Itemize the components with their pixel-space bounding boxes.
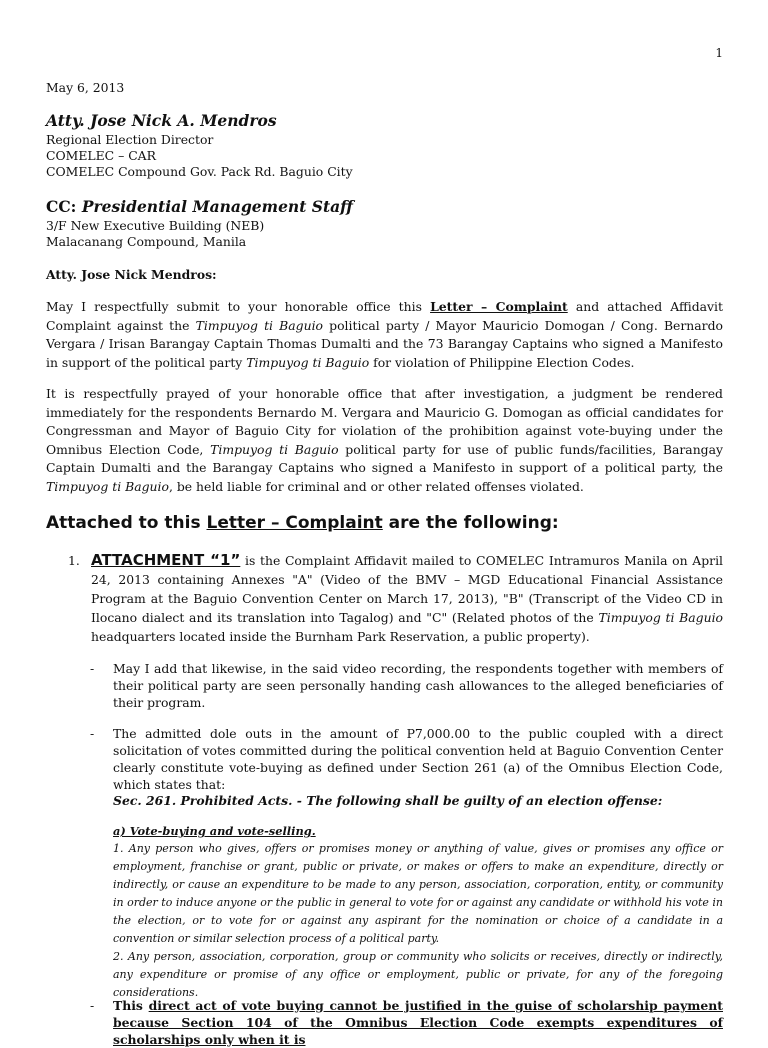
law-paragraph-1: 1. Any person who gives, offers or promises money or anything of value, gives or promises any office or employment, franchise or grant, public or private, or makes or offers to make an expenditure, directly or indirectly, or cause an expenditure to be made to any person, association, corporation, entity, or community in order to induce anyone or the public in general to vote for or against any candidate or withhold his vote in the election, or to vote for or against any aspirant for the nomination or choice of a candidate in a convention or similar selection process of a political party. xyxy=(113,842,724,945)
law-paragraph-2: 2. Any person, association, corporation, group or community who solicits or receives, directly or indirectly, any expenditure or promise of any office or employment, public or private, for any of the foregoing considerations. xyxy=(113,950,723,999)
recipient-line: COMELEC Compound Gov. Pack Rd. Baguio City xyxy=(46,164,353,179)
cc-name: Presidential Management Staff xyxy=(81,197,353,216)
attachment-label: ATTACHMENT “1” xyxy=(91,551,241,569)
letter-complaint-ref: Letter – Complaint xyxy=(430,299,568,314)
recipient-name: Atty. Jose Nick A. Mendros xyxy=(46,111,277,130)
cc-line: Malacanang Compound, Manila xyxy=(46,234,247,249)
attachments-heading: Attached to this Letter – Complaint are the following: xyxy=(46,513,559,533)
cc-label: CC: xyxy=(46,197,77,216)
bullet-item: - May I add that likewise, in the said video recording, the respondents together with members of their political party are seen personally handing cash allowances to the alleged beneficiaries of their program. xyxy=(90,661,723,710)
cc-block xyxy=(46,196,353,250)
item-number: 1. xyxy=(68,553,80,568)
page-number: 1 xyxy=(715,46,723,60)
salutation: Atty. Jose Nick Mendros: xyxy=(46,267,217,282)
bullet-item: - This direct act of vote buying cannot be justified in the guise of scholarship payment because Section 104 of the Omnibus Election Code exempts expenditures of scholarships only when it is xyxy=(90,998,723,1047)
recipient-line: COMELEC – CAR xyxy=(46,148,156,163)
paragraph-2: It is respectfully prayed of your honorable office that after investigation, a judgment be rendered immediately for the respondents Bernardo M. Vergara and Mauricio G. Domogan as official candidates for Congressman and Mayor of Baguio City for violation of the prohibition against vote-buying under the Omnibus Election Code, Timpuyog ti Baguio political party for use of public funds/facilities, Barangay Captain Dumalti and the Barangay Captains who signed a Manifesto in support of a political party, the Timpuyog ti Baguio, be held liable for criminal and or other related offenses violated. xyxy=(46,386,723,494)
recipient-block xyxy=(46,110,353,180)
section-title: Sec. 261. Prohibited Acts. - The following shall be guilty of an election offense: xyxy=(113,793,663,808)
paragraph-1: May I respectfully submit to your honorable office this Letter – Complaint and attached Affidavit Complaint against the Timpuyog ti Baguio political party / Mayor Mauricio Domogan / Cong. Bernardo Vergara / Irisan Barangay Captain Thomas Dumalti and the 73 Barangay Captains who signed a Manifesto in support of the political party Timpuyog ti Baguio for violation of Philippine Election Codes. xyxy=(46,299,723,370)
cc-heading xyxy=(46,196,353,218)
law-heading: a) Vote-buying and vote-selling. xyxy=(113,824,316,838)
letter-date: May 6, 2013 xyxy=(46,80,125,95)
cc-line: 3/F New Executive Building (NEB) xyxy=(46,218,265,233)
law-quote xyxy=(113,822,723,1002)
recipient-line: Regional Election Director xyxy=(46,132,214,147)
bullet-item: - The admitted dole outs in the amount of P7,000.00 to the public coupled with a direct solicitation of votes committed during the political convention held at Baguio Convention Center clearly constitute vote-buying as defined under Section 261 (a) of the Omnibus Election Code, which states that: xyxy=(90,726,723,792)
attachment-item-1: 1. ATTACHMENT “1” is the Complaint Affidavit mailed to COMELEC Intramuros Manila on April 24, 2013 containing Annexes "A" (Video of the BMV – MGD Educational Financial Assistance Program at the Baguio Convention Center on March 17, 2013), "B" (Transcript of the Video CD in Ilocano dialect and its translation into Tagalog) and "C" (Related photos of the Timpuyog ti Baguio headquarters located inside the Burnham Park Reservation, a public property). xyxy=(68,551,723,644)
